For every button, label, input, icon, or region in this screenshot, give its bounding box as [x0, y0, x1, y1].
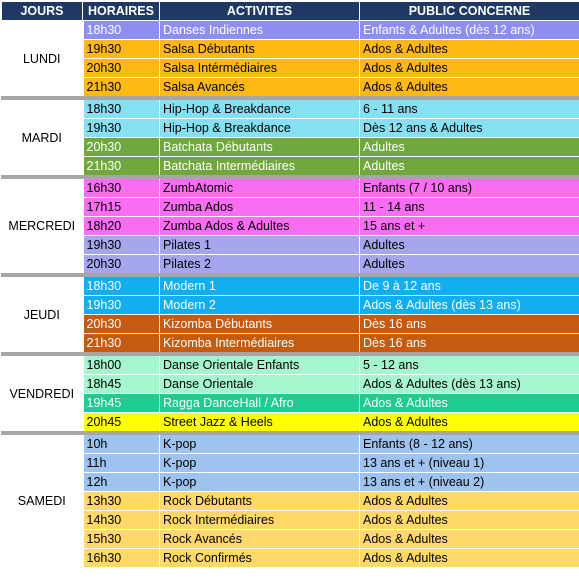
- table-row: [2, 275, 579, 296]
- table-row: [2, 236, 579, 255]
- activity-cell: Modern 2: [160, 296, 360, 315]
- day-label: SAMEDI: [2, 433, 83, 568]
- table-row: [2, 375, 579, 394]
- activity-cell: Zumba Ados: [160, 198, 360, 217]
- activity-cell: Ragga DanceHall / Afro: [160, 394, 360, 413]
- time-cell: 19h45: [83, 394, 160, 413]
- day-label: JEUDI: [2, 275, 83, 354]
- activity-cell: Rock Confirmés: [160, 549, 360, 568]
- day-group-lundi: [2, 21, 579, 99]
- audience-cell: Dès 12 ans & Adultes: [360, 119, 579, 138]
- time-cell: 18h20: [83, 217, 160, 236]
- audience-cell: Ados & Adultes: [360, 40, 579, 59]
- activity-cell: Hip-Hop & Breakdance: [160, 98, 360, 119]
- header-activites: ACTIVITES: [160, 2, 360, 21]
- time-cell: 12h: [83, 473, 160, 492]
- table-row: [2, 549, 579, 568]
- table-row: [2, 21, 579, 40]
- time-cell: 16h30: [83, 177, 160, 198]
- audience-cell: 15 ans et +: [360, 217, 579, 236]
- time-cell: 15h30: [83, 530, 160, 549]
- activity-cell: Rock Débutants: [160, 492, 360, 511]
- audience-cell: Ados & Adultes: [360, 549, 579, 568]
- table-row: [2, 138, 579, 157]
- time-cell: 17h15: [83, 198, 160, 217]
- time-cell: 18h30: [83, 275, 160, 296]
- activity-cell: Batchata Débutants: [160, 138, 360, 157]
- time-cell: 20h30: [83, 255, 160, 276]
- activity-cell: Salsa Débutants: [160, 40, 360, 59]
- time-cell: 20h30: [83, 59, 160, 78]
- table-row: [2, 177, 579, 198]
- activity-cell: K-pop: [160, 473, 360, 492]
- audience-cell: Adultes: [360, 255, 579, 276]
- audience-cell: Ados & Adultes: [360, 511, 579, 530]
- activity-cell: Kizomba Intermédiaires: [160, 334, 360, 355]
- time-cell: 14h30: [83, 511, 160, 530]
- day-group-jeudi: [2, 275, 579, 354]
- schedule-table: [1, 1, 579, 568]
- table-row: [2, 530, 579, 549]
- audience-cell: 13 ans et + (niveau 2): [360, 473, 579, 492]
- audience-cell: 5 - 12 ans: [360, 354, 579, 375]
- table-row: [2, 157, 579, 178]
- table-row: [2, 454, 579, 473]
- table-row: [2, 334, 579, 355]
- activity-cell: Pilates 1: [160, 236, 360, 255]
- time-cell: 18h30: [83, 98, 160, 119]
- time-cell: 19h30: [83, 236, 160, 255]
- audience-cell: Adultes: [360, 157, 579, 178]
- time-cell: 20h30: [83, 138, 160, 157]
- audience-cell: Dès 16 ans: [360, 315, 579, 334]
- day-label: VENDREDI: [2, 354, 83, 433]
- activity-cell: Danse Orientale: [160, 375, 360, 394]
- table-row: [2, 473, 579, 492]
- time-cell: 19h30: [83, 40, 160, 59]
- activity-cell: Hip-Hop & Breakdance: [160, 119, 360, 138]
- day-label: MARDI: [2, 98, 83, 177]
- audience-cell: Dès 16 ans: [360, 334, 579, 355]
- audience-cell: Ados & Adultes: [360, 530, 579, 549]
- activity-cell: ZumbAtomic: [160, 177, 360, 198]
- time-cell: 21h30: [83, 157, 160, 178]
- activity-cell: Zumba Ados & Adultes: [160, 217, 360, 236]
- table-row: [2, 315, 579, 334]
- audience-cell: Ados & Adultes: [360, 78, 579, 99]
- audience-cell: Ados & Adultes: [360, 492, 579, 511]
- time-cell: 19h30: [83, 296, 160, 315]
- activity-cell: Kizomba Débutants: [160, 315, 360, 334]
- activity-cell: Street Jazz & Heels: [160, 413, 360, 434]
- activity-cell: K-pop: [160, 433, 360, 454]
- table-row: [2, 198, 579, 217]
- activity-cell: Rock Avancés: [160, 530, 360, 549]
- audience-cell: Adultes: [360, 236, 579, 255]
- table-row: [2, 394, 579, 413]
- audience-cell: Ados & Adultes (dès 13 ans): [360, 375, 579, 394]
- activity-cell: K-pop: [160, 454, 360, 473]
- time-cell: 18h45: [83, 375, 160, 394]
- day-label: LUNDI: [2, 21, 83, 99]
- header-public: PUBLIC CONCERNE: [360, 2, 579, 21]
- table-row: [2, 119, 579, 138]
- audience-cell: 11 - 14 ans: [360, 198, 579, 217]
- time-cell: 21h30: [83, 334, 160, 355]
- day-label: MERCREDI: [2, 177, 83, 275]
- audience-cell: De 9 à 12 ans: [360, 275, 579, 296]
- table-row: [2, 492, 579, 511]
- table-row: [2, 217, 579, 236]
- activity-cell: Salsa Avancés: [160, 78, 360, 99]
- table-row: [2, 59, 579, 78]
- audience-cell: 13 ans et + (niveau 1): [360, 454, 579, 473]
- activity-cell: Danse Orientale Enfants: [160, 354, 360, 375]
- audience-cell: 6 - 11 ans: [360, 98, 579, 119]
- audience-cell: Ados & Adultes: [360, 394, 579, 413]
- activity-cell: Rock Intermédiaires: [160, 511, 360, 530]
- time-cell: 16h30: [83, 549, 160, 568]
- time-cell: 20h30: [83, 315, 160, 334]
- audience-cell: Enfants & Adultes (dès 12 ans): [360, 21, 579, 40]
- audience-cell: Ados & Adultes (dès 13 ans): [360, 296, 579, 315]
- time-cell: 13h30: [83, 492, 160, 511]
- table-row: [2, 511, 579, 530]
- table-row: [2, 413, 579, 434]
- audience-cell: Adultes: [360, 138, 579, 157]
- audience-cell: Enfants (8 - 12 ans): [360, 433, 579, 454]
- time-cell: 18h30: [83, 21, 160, 40]
- header-row: [2, 2, 579, 21]
- table-row: [2, 354, 579, 375]
- table-row: [2, 296, 579, 315]
- table-row: [2, 433, 579, 454]
- table-row: [2, 78, 579, 99]
- day-group-samedi: [2, 433, 579, 568]
- activity-cell: Modern 1: [160, 275, 360, 296]
- table-row: [2, 40, 579, 59]
- time-cell: 21h30: [83, 78, 160, 99]
- time-cell: 19h30: [83, 119, 160, 138]
- day-group-mardi: [2, 98, 579, 177]
- table-row: [2, 98, 579, 119]
- activity-cell: Batchata Intermédiaires: [160, 157, 360, 178]
- activity-cell: Pilates 2: [160, 255, 360, 276]
- activity-cell: Salsa Intérmédiaires: [160, 59, 360, 78]
- time-cell: 18h00: [83, 354, 160, 375]
- time-cell: 10h: [83, 433, 160, 454]
- time-cell: 11h: [83, 454, 160, 473]
- audience-cell: Ados & Adultes: [360, 413, 579, 434]
- header-horaires: HORAIRES: [83, 2, 160, 21]
- day-group-vendredi: [2, 354, 579, 433]
- day-group-mercredi: [2, 177, 579, 275]
- table-row: [2, 255, 579, 276]
- audience-cell: Enfants (7 / 10 ans): [360, 177, 579, 198]
- time-cell: 20h45: [83, 413, 160, 434]
- audience-cell: Ados & Adultes: [360, 59, 579, 78]
- activity-cell: Danses Indiennes: [160, 21, 360, 40]
- header-jours: JOURS: [2, 2, 83, 21]
